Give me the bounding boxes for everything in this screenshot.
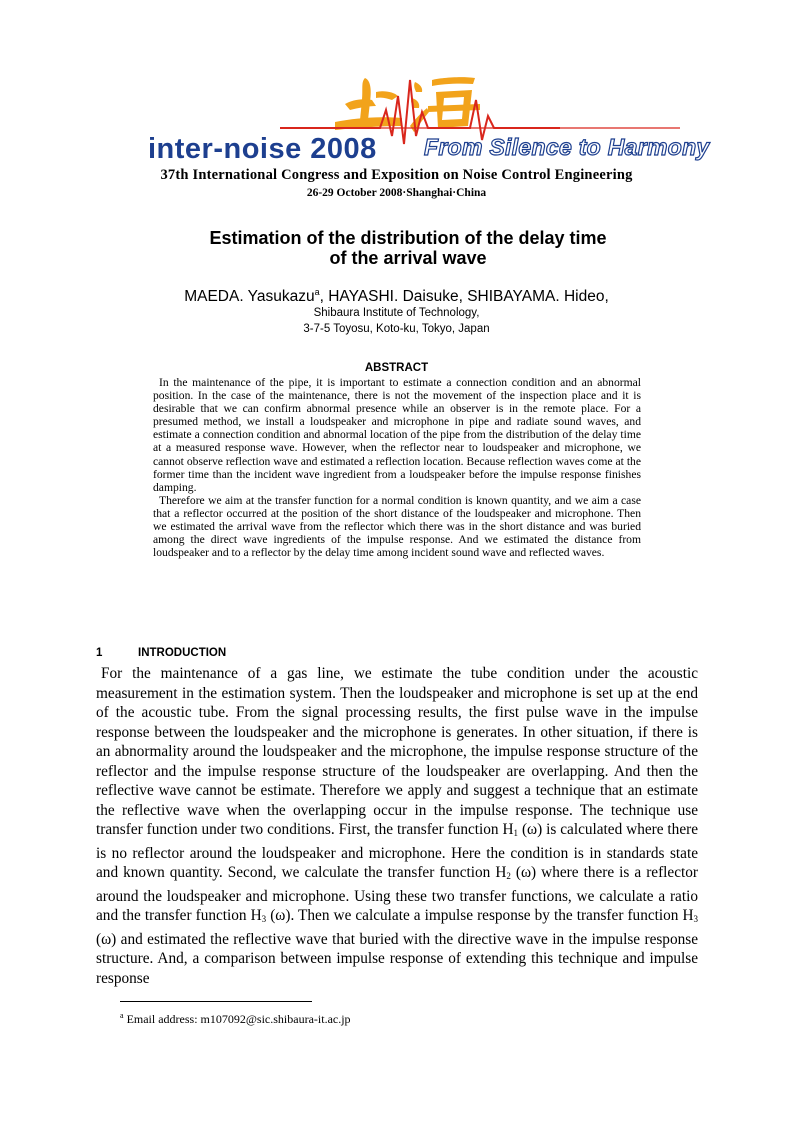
subscript-4: 3 — [693, 914, 699, 924]
section-body — [96, 664, 698, 988]
logo-slogan: From Silence to Harmony — [424, 134, 710, 160]
abstract-paragraph-2: Therefore we aim at the transfer function for a normal condition is known quantity, and we aim a case that a reflector occurred at the position of the short distance of the loudspeaker and microphone. Then we estimated the arrival wave from the reflector which there was in the short distance and was buried among the direct wave ingredients of the impulse response. And we estimated the distance from loudspeaker and to a reflector by the delay time among incident sound wave and reflected waves. — [153, 493, 641, 560]
affiliation-line-2: 3-7-5 Toyosu, Koto-ku, Tokyo, Japan — [303, 323, 490, 335]
abstract-heading: ABSTRACT — [364, 362, 429, 374]
intro-text-5: (ω) and estimated the reflective wave that buried with the directive wave in the impulse response structure. And, a comparison between impulse response of extending this technique and impulse response — [96, 930, 698, 987]
author-list — [0, 287, 793, 306]
logo-calligraphy-hai — [410, 77, 480, 132]
subscript-1: 1 — [513, 828, 519, 838]
section-heading — [96, 647, 226, 659]
subscript-2: 2 — [506, 871, 511, 881]
abstract-body — [153, 376, 641, 559]
logo-calligraphy-shang — [335, 78, 402, 130]
section-number: 1 — [96, 647, 103, 659]
intro-text-1: For the maintenance of a gas line, we estimate the tube condition under the acoustic measurement in the estimation system. Then the loudspeaker and microphone is set up at the end of the acoustic tube. From the signal processing results, the first pulse wave in the impulse response between the loudspeaker and the microphone is generates. In other situation, if there is an abnormality around the loudspeaker and the microphone, the impulse response structure of the reflector and the impulse response structure of the loudspeaker are overlapping. And then the reflective wave cannot be estimate. Therefore we apply and suggest a technique that an estimate the reflective wave when the overlapping occur in the impulse response. The technique use transfer function under two conditions. First, the transfer function H — [96, 665, 698, 838]
author-rest: , HAYASHI. Daisuke, SHIBAYAMA. Hideo, — [319, 288, 609, 306]
intro-text-3: (ω) where there is a reflector around the loudspeaker and microphone. Using these two transfer functions, we calculate a ratio and the transfer function H — [96, 864, 699, 924]
footnote-text: Email address: m107092@sic.shibaura-it.ac.jp — [123, 1012, 351, 1026]
conference-name: 37th International Congress and Exposition on Noise Control Engineering — [160, 167, 633, 183]
footnote-rule — [120, 1001, 312, 1002]
author-footnote-mark: a — [314, 287, 320, 297]
paper-title — [0, 228, 793, 268]
intro-text-4: (ω). Then we calculate a impulse response by the transfer function H — [266, 907, 694, 924]
footnote-mark: a — [120, 1011, 124, 1020]
logo-text: inter-noise 2008 — [148, 133, 377, 165]
intro-paragraph — [96, 664, 698, 988]
title-line-1: Estimation of the distribution of the delay time — [209, 228, 607, 248]
affiliation — [0, 305, 793, 337]
conference-date-location: 26-29 October 2008·Shanghai·China — [306, 187, 487, 199]
section-title: INTRODUCTION — [138, 647, 227, 659]
footnote — [120, 1011, 351, 1027]
author-first: MAEDA. Yasukazu — [184, 288, 315, 306]
intro-text-2: (ω) is calculated where there is no reflector around the loudspeaker and microphone. Here the condition is in standards state and known quantity. Second, we calculate the transfer function H — [96, 821, 699, 881]
title-line-2: of the arrival wave — [329, 248, 487, 268]
subscript-3: 3 — [261, 914, 267, 924]
abstract-paragraph-1: In the maintenance of the pipe, it is important to estimate a connection condition and an abnormal position. In the case of the maintenance, there is not the movement of the inspection place and it is desirable that we can confirm abnormal presence while an observer is in the remote place. For a presumed method, we install a loudspeaker and microphone in pipe and radiate sound waves, and estimate a connection condition and abnormal location of the pipe from the distribution of the delay time at a measured response wave. However, when the reflector near to loudspeaker and microphone, we cannot observe reflection wave and estimated a reflection location. Because reflection waves come at the former time than the incident wave ingredient from a loudspeaker before the impulse response finishes damping. — [153, 376, 641, 494]
affiliation-line-1: Shibaura Institute of Technology, — [313, 307, 480, 319]
